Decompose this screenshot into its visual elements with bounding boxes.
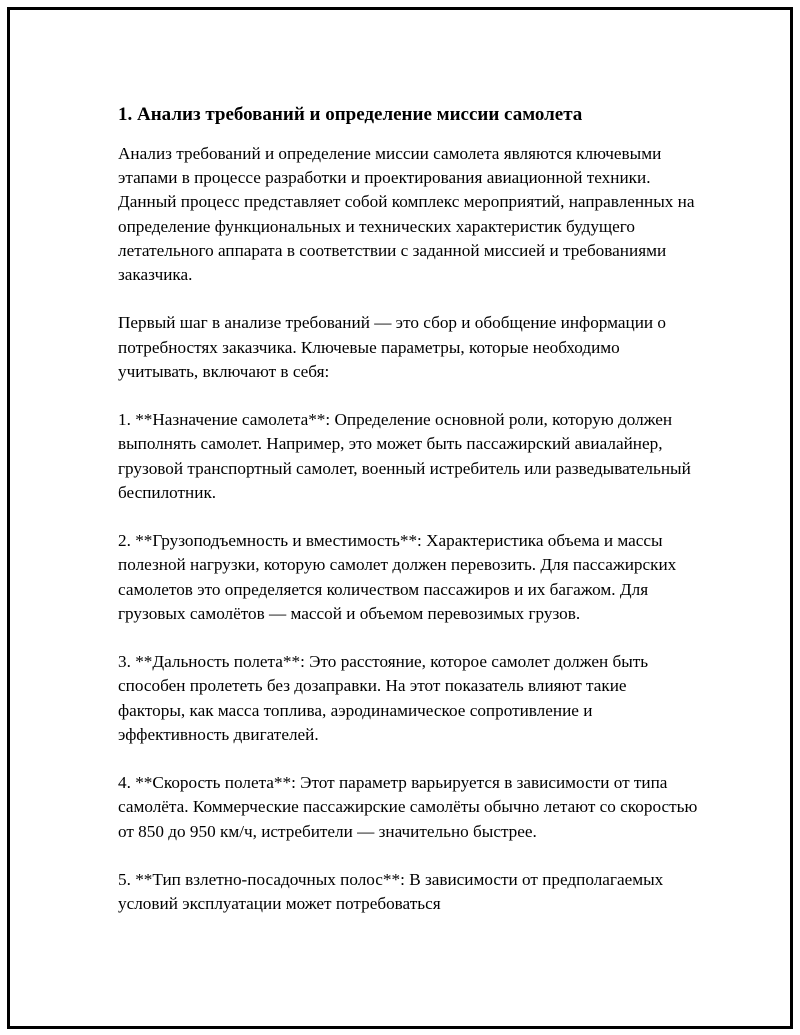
list-item-range: 3. **Дальность полета**: Это расстояние, которое самолет должен быть способен пролететь без дозаправки. На этот показатель влияют такие факторы, как масса топлива, аэродинамическое сопротивление и эффективность двигателей.: [118, 652, 649, 744]
paragraph-intro: Анализ требований и определение миссии самолета являются ключевыми этапами в процессе разработки и проектирования авиационной техники. Данный процесс представляет собой комплекс мероприятий, направленных на определение функциональных и технических характеристик будущего летательного аппарата в соответствии с заданной миссией и требованиями заказчика.: [118, 144, 695, 285]
list-item-speed: 4. **Скорость полета**: Этот параметр варьируется в зависимости от типа самолёта. Коммерческие пассажирские самолёты обычно летают со скоростью от 850 до 950 км/ч, истребители — значительно быстрее.: [118, 773, 698, 841]
section-heading: 1. Анализ требований и определение миссии самолета: [118, 104, 583, 125]
paragraph-first-step: Первый шаг в анализе требований — это сбор и обобщение информации о потребностях заказчика. Ключевые параметры, которые необходимо учитывать, включают в себя:: [118, 313, 666, 381]
list-item-runway: 5. **Тип взлетно-посадочных полос**: В зависимости от предполагаемых условий эксплуатации может потребоваться: [118, 870, 664, 914]
list-item-purpose: 1. **Назначение самолета**: Определение основной роли, которую должен выполнять самолет. Например, это может быть пассажирский авиалайнер, грузовой транспортный самолет, военный истребитель или разведывательный беспилотник.: [118, 410, 691, 502]
page-frame: [7, 7, 793, 1029]
list-item-payload: 2. **Грузоподъемность и вместимость**: Характеристика объема и массы полезной нагрузки, которую самолет должен перевозить. Для пассажирских самолетов это определяется количеством пассажиров и их багажом. Для грузовых самолётов — массой и объемом перевозимых грузов.: [118, 531, 677, 623]
document-body: [118, 101, 698, 941]
